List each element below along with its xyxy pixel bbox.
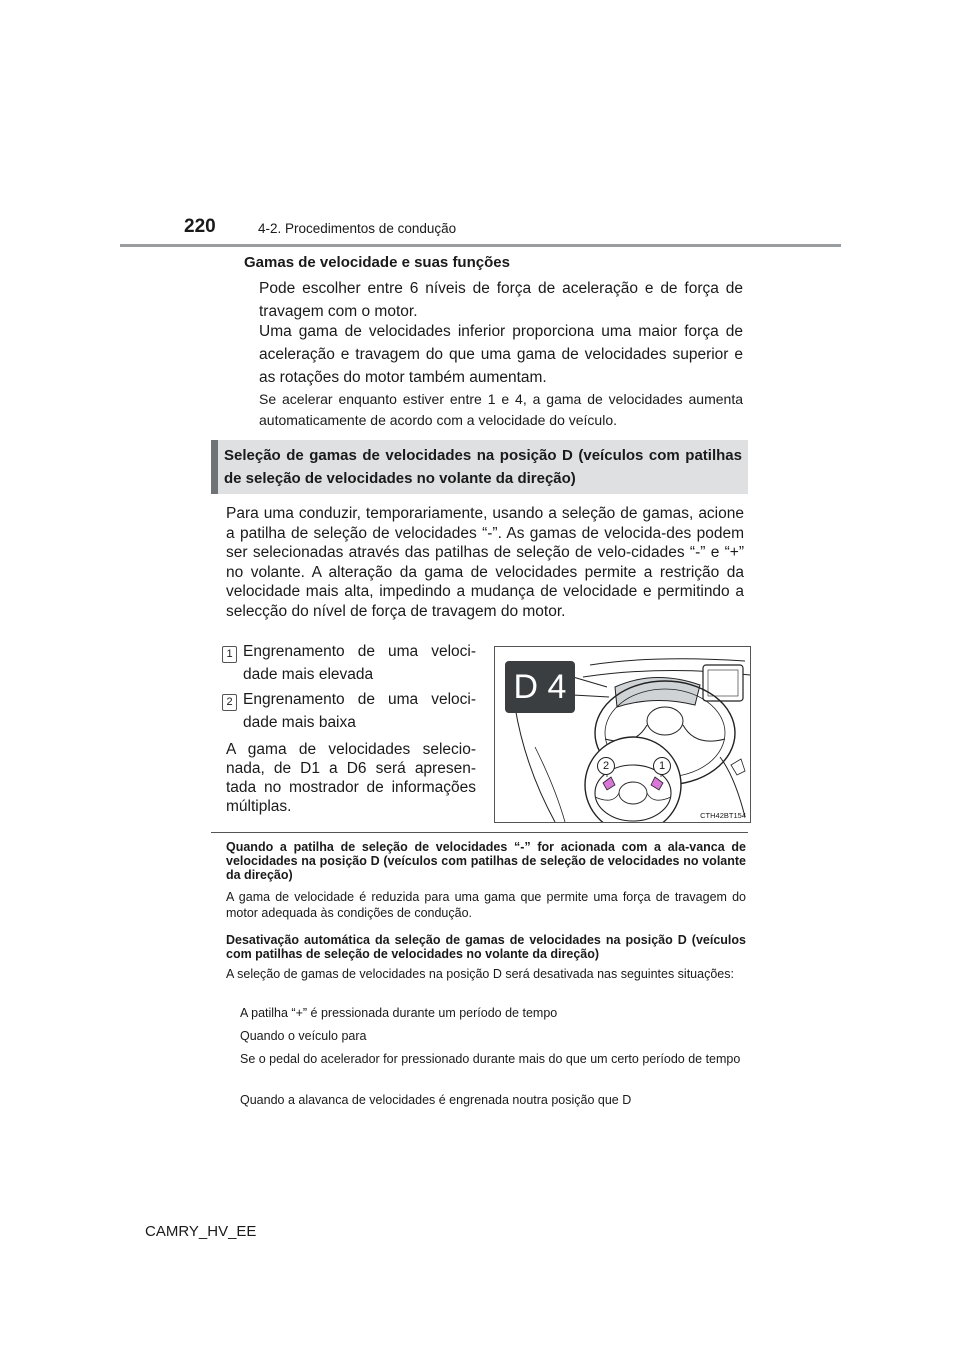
title-box-bar [211,440,218,494]
selection-title-box [211,440,748,494]
callout-1: 1 [653,757,671,775]
gamas-paragraph-1: Pode escolher entre 6 níveis de força de aceleração e de força de travagem com o motor. [259,280,743,320]
page-number: 220 [184,216,216,237]
note-1-heading: Quando a patilha de seleção de velocidades “-” for acionada com a ala-vanca de velocidades na posição D (veículos com patilhas de seleção de velocidades no volante da direção) [226,840,746,882]
callout-2: 2 [597,757,615,775]
selection-title: Seleção de gamas de velocidades na posição D (veículos com patilhas de seleção de velocidades no volante da direção) [224,447,742,487]
note-2-bullet-3: Se o pedal do acelerador for pressionado durante mais do que um certo período de tempo [240,1052,741,1066]
note-2-heading: Desativação automática da seleção de gamas de velocidades na posição D (veículos com patilhas de seleção de velocidades no volante da direção) [226,933,746,961]
item-text-1: Engrenamento de uma veloci-dade mais elevada [243,643,476,683]
note-1-text: A gama de velocidade é reduzida para uma gama que permite uma força de travagem do motor adequada às condições de condução. [226,890,746,920]
item-number-1: 1 [222,646,237,663]
note-2-bullet-4: Quando a alavanca de velocidades é engrenada noutra posição que D [240,1093,632,1107]
gear-display-d4: D 4 [505,661,575,713]
steering-wheel-figure [494,646,751,823]
note-2-bullet-1: A patilha “+” é pressionada durante um período de tempo [240,1006,558,1020]
header-rule [120,244,841,247]
gamas-heading: Gamas de velocidade e suas funções [244,254,510,271]
item-number-2: 2 [222,694,237,711]
gamas-paragraph-2: Uma gama de velocidades inferior proporciona uma maior força de aceleração e travagem do que uma gama de velocidades superior e as rotações do motor também aumentam. [259,323,743,386]
note-2-bullet-2: Quando o veículo para [240,1029,367,1043]
item-text-2: Engrenamento de uma veloci-dade mais baixa [243,691,476,731]
figure-code: CTH42BT154 [700,811,746,820]
model-code: CAMRY_HV_EE [145,1223,257,1240]
display-note: A gama de velocidades selecio-nada, de D1 a D6 será apresen-tada no mostrador de informações múltiplas. [226,741,476,815]
gamas-paragraph-3: Se acelerar enquanto estiver entre 1 e 4, a gama de velocidades aumenta automaticamente de acordo com a velocidade do veículo. [259,391,743,428]
note-2-text: A seleção de gamas de velocidades na posição D será desativada nas seguintes situações: [226,967,734,981]
notes-separator [211,832,748,833]
section-title: 4-2. Procedimentos de condução [258,221,457,236]
selection-body: Para uma conduzir, temporariamente, usando a seleção de gamas, acione a patilha de seleção de velocidades “-”. As gamas de velocida-des podem ser selecionadas através das patilhas de seleção de velo-cidades “-” e “+” no volante. A alteração da gama de velocidades permite a restrição da velocidade mais alta, impedindo a mudança de velocidade e permitindo a selecção do nível de força de travagem do motor. [226,505,744,620]
